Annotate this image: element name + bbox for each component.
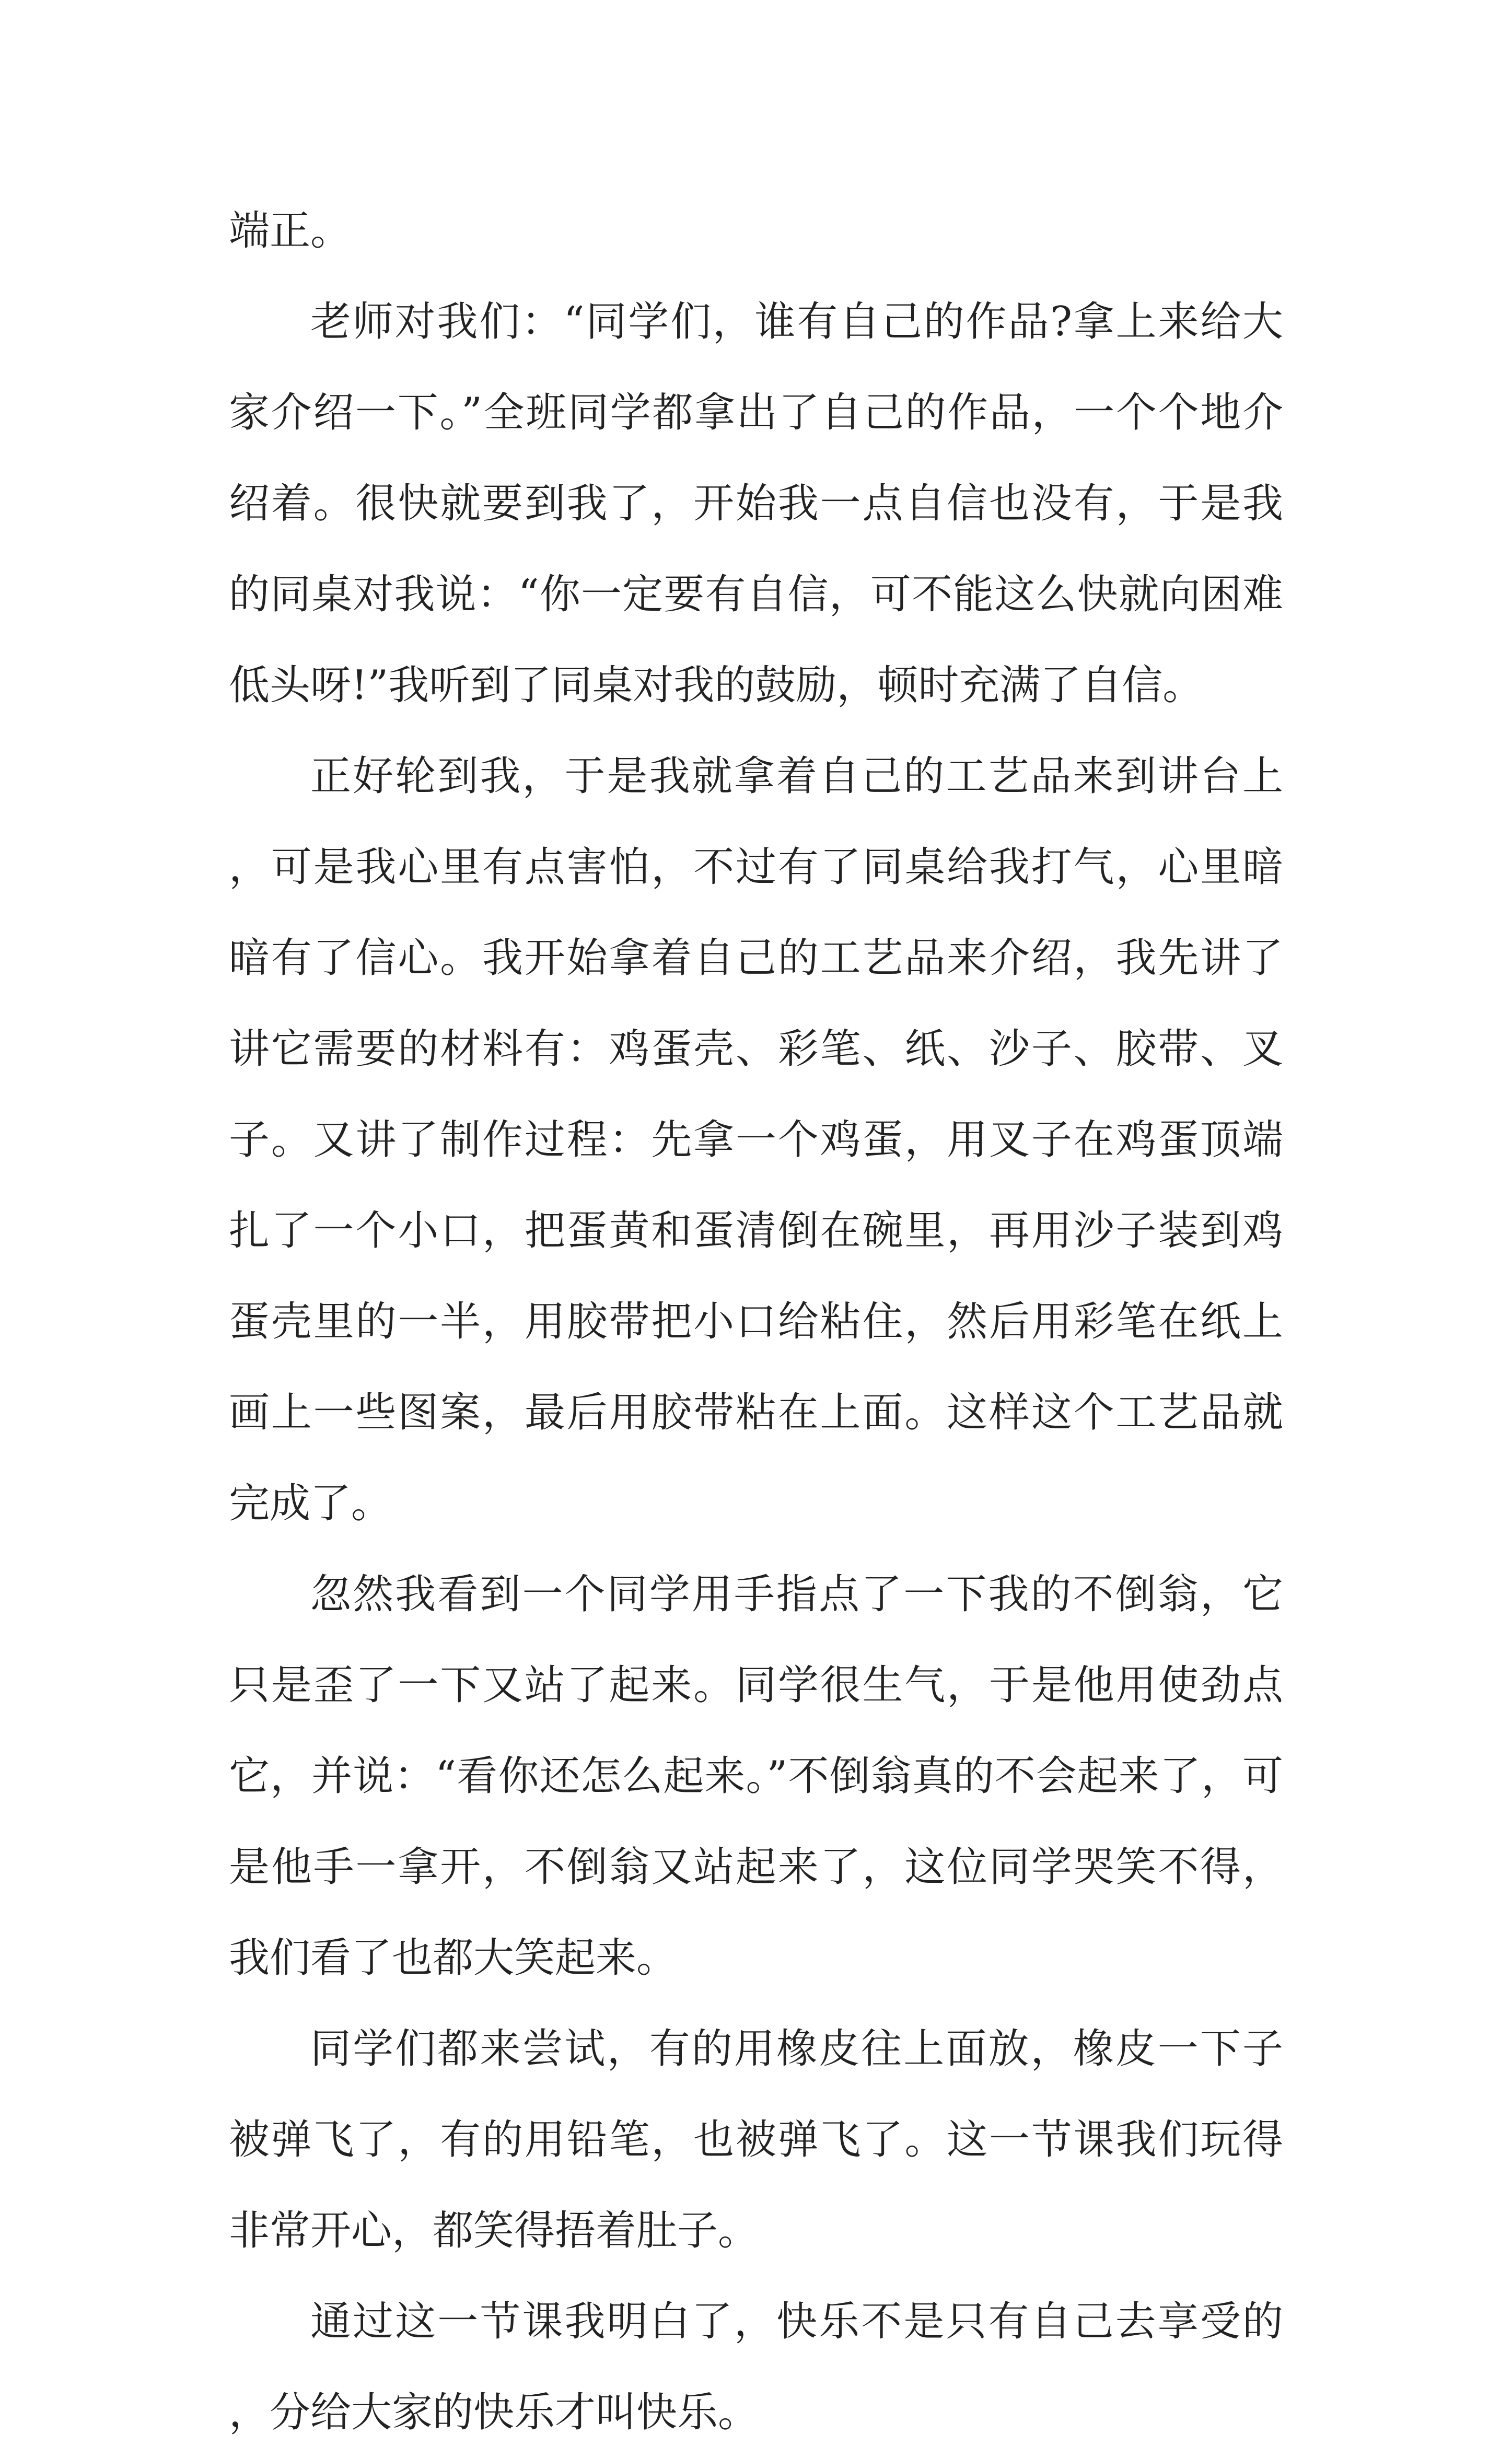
document-body [229, 185, 1283, 2458]
paragraph-teacher-asks: 老师对我们：“同学们，谁有自己的作品?拿上来给大家介绍一下。”全班同学都拿出了自己的作品，一个个地介绍着。很快就要到我了，开始我一点自信也没有，于是我的同桌对我说：“你一定要有自信，可不能这么快就向困难低头呀!”我听到了同桌对我的鼓励，顿时充满了自信。 [229, 298, 1283, 709]
paragraph-tumbler-test: 忽然我看到一个同学用手指点了一下我的不倒翁，它只是歪了一下又站了起来。同学很生气，于是他用使劲点它，并说：“看你还怎么起来。”不倒翁真的不会起来了，可是他手一拿开，不倒翁又站起来了，这位同学哭笑不得，我们看了也都大笑起来。 [229, 1571, 1283, 1982]
paragraph-continuation: 端正。 [229, 207, 352, 254]
paragraph-presentation: 正好轮到我，于是我就拿着自己的工艺品来到讲台上，可是我心里有点害怕，不过有了同桌给我打气，心里暗暗有了信心。我开始拿着自己的工艺品来介绍，我先讲了讲它需要的材料有：鸡蛋壳、彩笔、纸、沙子、胶带、叉子。又讲了制作过程：先拿一个鸡蛋，用叉子在鸡蛋顶端扎了一个小口，把蛋黄和蛋清倒在碗里，再用沙子装到鸡蛋壳里的一半，用胶带把小口给粘住，然后用彩笔在纸上画上一些图案，最后用胶带粘在上面。这样这个工艺品就完成了。 [229, 753, 1283, 1527]
paragraph-conclusion: 通过这一节课我明白了，快乐不是只有自己去享受的，分给大家的快乐才叫快乐。 [229, 2298, 1283, 2436]
paragraph-classmates-try: 同学们都来尝试，有的用橡皮往上面放，橡皮一下子被弹飞了，有的用铅笔，也被弹飞了。这一节课我们玩得非常开心，都笑得捂着肚子。 [229, 2025, 1283, 2254]
